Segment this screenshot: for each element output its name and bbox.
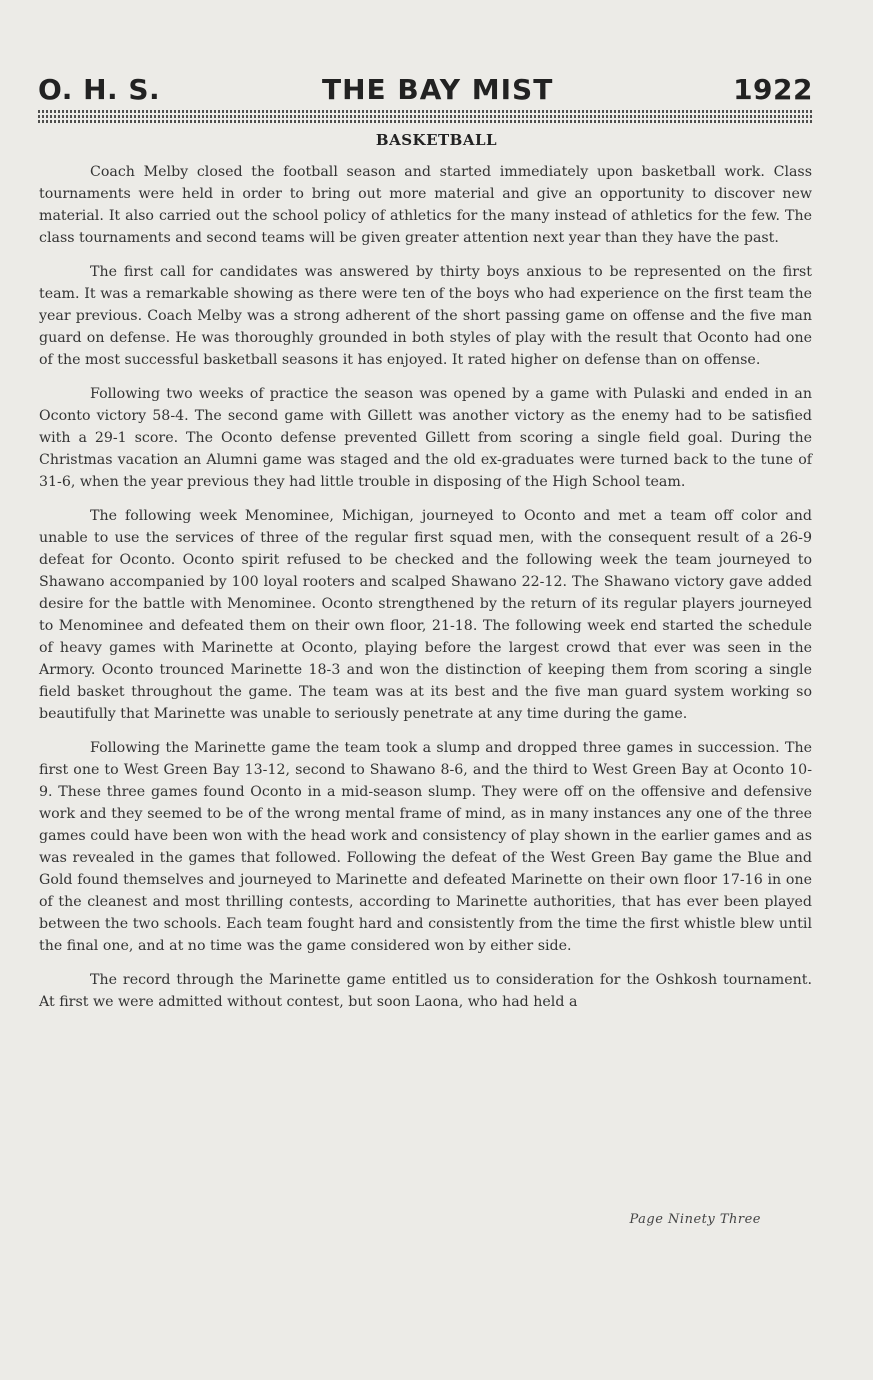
publication-year: 1922 xyxy=(733,73,813,106)
page-number: Page Ninety Three xyxy=(629,1212,761,1227)
page-header xyxy=(38,72,813,112)
paragraph: Coach Melby closed the football season and started immediately upon basketball work. Class tournaments were held in order to bring out more material and give an opportunity to discover new material. It also carried out the school policy of athletics for the many instead of athletics for the few. The class tournaments and second teams will be given greater attention next year than they have the past. xyxy=(39,164,812,246)
article-body xyxy=(39,161,812,1025)
section-title: BASKETBALL xyxy=(375,131,498,149)
publication-title: THE BAY MIST xyxy=(322,73,554,106)
paragraph: The first call for candidates was answered by thirty boys anxious to be represented on the first team. It was a remarkable showing as there were ten of the boys who had experience on the first team the year previous. Coach Melby was a strong adherent of the short passing game on offense and the five man guard on defense. He was thoroughly grounded in both styles of play with the result that Oconto had one of the most successful basketball seasons it has enjoyed. It rated higher on defense than on offense. xyxy=(39,264,812,368)
school-initials: O. H. S. xyxy=(38,73,161,106)
paragraph: Following the Marinette game the team took a slump and dropped three games in succession. The first one to West Green Bay 13-12, second to Shawano 8-6, and the third to West Green Bay at Oconto 10-9. These three games found Oconto in a mid-season slump. They were off on the offensive and defensive work and they seemed to be of the wrong mental frame of mind, as in many instances any one of the three games could have been won with the head work and consistency of play shown in the earlier games and as was revealed in the games that followed. Following the defeat of the West Green Bay game the Blue and Gold found themselves and journeyed to Marinette and defeated Marinette on their own floor 17-16 in one of the cleanest and most thrilling contests, according to Marinette authorities, that has ever been played between the two schools. Each team fought hard and consistently from the time the first whistle blew until the final one, and at no time was the game considered won by either side. xyxy=(39,740,812,954)
paragraph: The record through the Marinette game entitled us to consideration for the Oshkosh tournament. At first we were admitted without contest, but soon Laona, who had held a xyxy=(39,972,812,1010)
header-divider xyxy=(38,110,813,124)
paragraph: The following week Menominee, Michigan, journeyed to Oconto and met a team off color and unable to use the services of three of the regular first squad men, with the consequent result of a 26-9 defeat for Oconto. Oconto spirit refused to be checked and the following week the team journeyed to Shawano accompanied by 100 loyal rooters and scalped Shawano 22-12. The Shawano victory gave added desire for the battle with Menominee. Oconto strengthened by the return of its regular players journeyed to Menominee and defeated them on their own floor, 21-18. The following week end started the schedule of heavy games with Marinette at Oconto, playing before the largest crowd that ever was seen in the Armory. Oconto trounced Marinette 18-3 and won the distinction of keeping them from scoring a single field basket throughout the game. The team was at its best and the five man guard system working so beautifully that Marinette was unable to seriously penetrate at any time during the game. xyxy=(39,508,812,722)
paragraph: Following two weeks of practice the season was opened by a game with Pulaski and ended in an Oconto victory 58-4. The second game with Gillett was another victory as the enemy had to be satisfied with a 29-1 score. The Oconto defense prevented Gillett from scoring a single field goal. During the Christmas vacation an Alumni game was staged and the old ex-graduates were turned back to the tune of 31-6, when the year previous they had little trouble in disposing of the High School team. xyxy=(39,386,812,490)
